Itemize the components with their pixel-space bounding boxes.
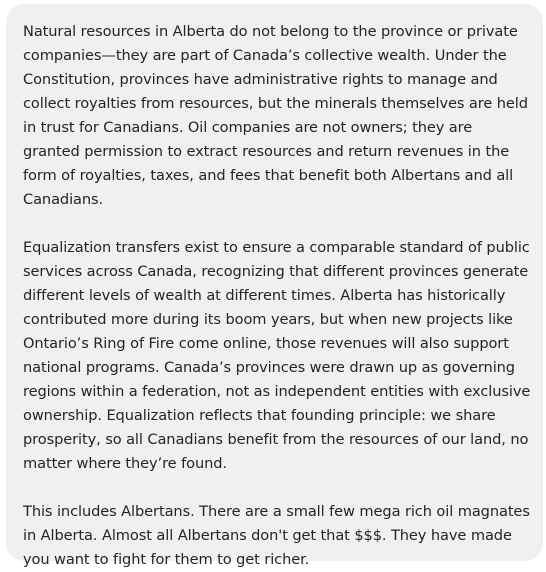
message-paragraph: Natural resources in Alberta do not belong to the province or private companies—they are part of Canada’s collective wealth. Under the Constitution, provinces have administrative rights to manage and collect royalties from resources, but the minerals themselves are held in trust for Canadians. Oil companies are not owners; they are granted permission to extract resources and return revenues in the form of royalties, taxes, and fees that benefit both Albertans and all Canadians. <box>23 23 528 208</box>
message-paragraph: Equalization transfers exist to ensure a comparable standard of public services across Canada, recognizing that different provinces generate different levels of wealth at different times. Alberta has historically contributed more during its boom years, but when new projects like Ontario’s Ring of Fire come online, those revenues will also support national programs. Canada’s provinces were drawn up as governing regions within a federation, not as independent entities with exclusive ownership. Equalization reflects that founding principle: we share prosperity, so all Canadians benefit from the resources of our land, no matter where they’re found. <box>23 239 531 472</box>
message-paragraph: This includes Albertans. There are a small few mega rich oil magnates in Alberta. Almost all Albertans don't get that $$$. They have made you want to fight for them to get richer. <box>23 503 530 568</box>
message-bubble <box>6 4 543 568</box>
